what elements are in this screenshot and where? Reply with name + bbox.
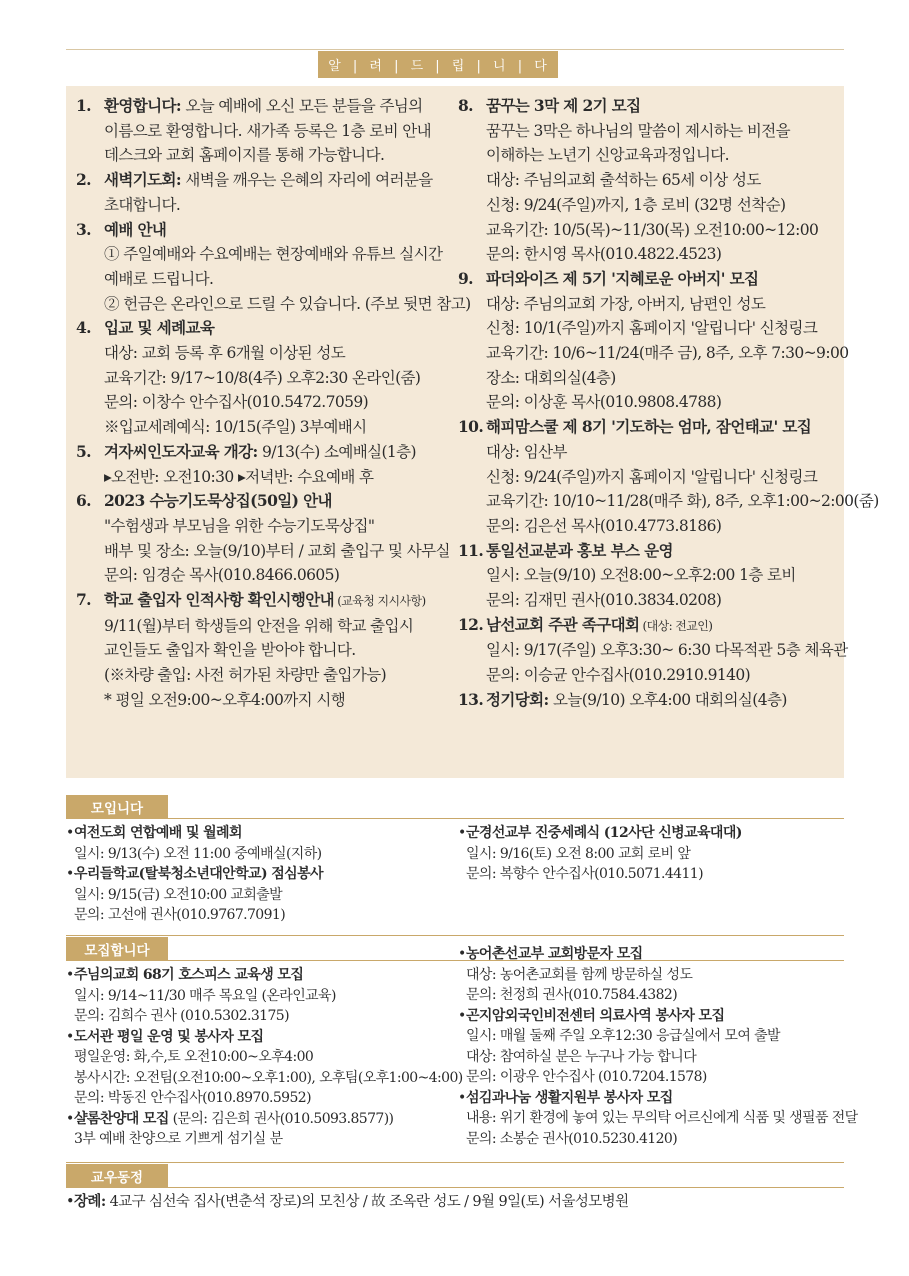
notice-item-header bbox=[76, 316, 456, 341]
notice-title: 입교 및 세례교육 bbox=[104, 318, 215, 338]
notice-line: 일시: 9/17(주일) 오후3:30~ 6:30 다목적관 5층 체육관 bbox=[486, 641, 848, 660]
notice-title: 꿈꾸는 3막 제 2기 모집 bbox=[486, 96, 641, 115]
notice-item bbox=[76, 218, 471, 317]
gyowoo-text: 4교구 심선숙 집사(변춘석 장로)의 모친상 / 故 조옥란 성도 / 9월 9일(토) 서울성모병원 bbox=[105, 1194, 629, 1210]
notice-item-header bbox=[458, 613, 842, 639]
notice-line: 교육기간: 10/5(목)~11/30(목) 오전10:00~12:00 bbox=[486, 220, 819, 239]
notice-title-line bbox=[486, 613, 712, 639]
notice-title: 해피맘스쿨 제 8기 '기도하는 엄마, 잠언태교' 모집 bbox=[486, 417, 812, 437]
notice-item bbox=[76, 94, 456, 168]
list-item-detail: 일시: 9/13(수) 오전 11:00 중예배실(지하) bbox=[74, 845, 322, 862]
notice-line: 일시: 오늘(9/10) 오전8:00~오후2:00 1층 로비 bbox=[486, 566, 796, 585]
notice-line: 문의: 임경순 목사(010.8466.0605) bbox=[104, 566, 340, 585]
notice-line: 교육기간: 10/10~11/28(매주 화), 8주, 오후1:00~2:00(줌) bbox=[486, 492, 879, 511]
notice-number: 7. bbox=[76, 590, 91, 610]
list-item-detail: 일시: 9/16(토) 오전 8:00 교회 로비 앞 bbox=[466, 845, 691, 862]
notice-item-header bbox=[76, 94, 456, 119]
bullet: • bbox=[458, 1089, 466, 1106]
notice-number: 6. bbox=[76, 491, 91, 511]
section-rule bbox=[168, 818, 844, 819]
notice-item bbox=[76, 168, 456, 217]
section-label-mojip: 모집합니다 bbox=[66, 937, 168, 961]
notice-line: * 평일 오전9:00~오후4:00까지 시행 bbox=[104, 690, 346, 709]
notice-line: ② 헌금은 온라인으로 드릴 수 있습니다. (주보 뒷면 참고) bbox=[104, 294, 471, 313]
notice-line: 배부 및 장소: 오늘(9/10)부터 / 교회 출입구 및 사무실 bbox=[104, 541, 450, 560]
notice-item-header bbox=[458, 688, 842, 713]
notice-title: 통일선교분과 홍보 부스 운영 bbox=[486, 540, 673, 560]
notice-item bbox=[76, 489, 456, 588]
gyowoo-heading: 장례: bbox=[74, 1193, 106, 1210]
notice-item-header bbox=[76, 588, 456, 614]
list-item-title: 곤지암외국인비전센터 의료사역 봉사자 모집 bbox=[466, 1007, 725, 1024]
notice-line: 문의: 김재민 권사(010.3834.0208) bbox=[486, 591, 722, 610]
notice-item bbox=[458, 539, 842, 613]
notice-number: 10. bbox=[458, 417, 484, 437]
notice-number: 5. bbox=[76, 441, 91, 461]
list-item-detail: 3부 예배 찬양으로 기쁘게 섬기실 분 bbox=[74, 1131, 283, 1147]
notice-title-line bbox=[104, 440, 416, 465]
notice-line: 대상: 교회 등록 후 6개월 이상된 성도 bbox=[104, 344, 346, 363]
list-item-heading bbox=[458, 944, 844, 965]
notice-title-line bbox=[486, 688, 787, 713]
section-label-gyowoo: 교우동정 bbox=[66, 1164, 168, 1188]
list-item-heading bbox=[66, 1109, 456, 1130]
list-item-title: 군경선교부 진중세례식 (12사단 신병교육대대) bbox=[466, 825, 742, 841]
notice-line: ※입교세례예식: 10/15(주일) 3부예배시 bbox=[104, 418, 367, 437]
notice-line: 문의: 김은선 목사(010.4773.8186) bbox=[486, 516, 722, 535]
list-item-title: 샬롬찬양대 모집 bbox=[74, 1110, 169, 1127]
list-item-title: 주님의교회 68기 호스피스 교육생 모집 bbox=[74, 967, 304, 983]
notice-title-line bbox=[104, 588, 426, 614]
notice-line: 대상: 임산부 bbox=[486, 442, 567, 461]
list-item-detail: 문의: 고선애 권사(010.9767.7091) bbox=[74, 907, 286, 923]
notice-title-line bbox=[486, 267, 758, 292]
notice-line: "수험생과 부모님을 위한 수능기도묵상집" bbox=[104, 516, 375, 535]
mojip-right-list bbox=[458, 944, 858, 1149]
notice-number: 1. bbox=[76, 96, 91, 115]
notice-item-header bbox=[458, 94, 842, 119]
notice-line: 데스크와 교회 홈페이지를 통해 가능합니다. bbox=[104, 146, 385, 165]
notice-item bbox=[458, 94, 842, 267]
notice-number: 13. bbox=[458, 689, 484, 709]
notice-line: 꿈꾸는 3막은 하나님의 말씀이 제시하는 비전을 bbox=[486, 121, 790, 140]
section-rule bbox=[168, 1187, 844, 1188]
notice-title-line bbox=[486, 94, 641, 119]
list-item-title: 농어촌선교부 교회방문자 모집 bbox=[466, 946, 643, 962]
section-rule bbox=[66, 935, 844, 936]
notice-line: 문의: 이창수 안수집사(010.5472.7059) bbox=[104, 393, 369, 412]
notice-column-right bbox=[458, 94, 879, 713]
bullet: • bbox=[66, 1028, 74, 1045]
notice-line: 초대합니다. bbox=[104, 195, 181, 214]
notice-title-line bbox=[486, 539, 673, 564]
notice-number: 3. bbox=[76, 219, 91, 239]
list-item-detail: 문의: 박동진 안수집사(010.8970.5952) bbox=[74, 1090, 311, 1106]
notice-line: 신청: 10/1(주일)까지 홈페이지 '알립니다' 신청링크 bbox=[486, 319, 818, 338]
list-item-detail: 대상: 참여하실 분은 누구나 가능 합니다 bbox=[466, 1048, 697, 1065]
notice-line: 교육기간: 9/17~10/8(4주) 오후2:30 온라인(줌) bbox=[104, 368, 421, 387]
list-item-detail: 문의: 김희수 권사 (010.5302.3175) bbox=[74, 1008, 289, 1024]
notice-title-line bbox=[104, 218, 166, 243]
notice-text: 새벽을 깨우는 은혜의 자리에 여러분을 bbox=[181, 171, 433, 190]
notice-line: 교인들도 출입자 확인을 받아야 합니다. bbox=[104, 641, 356, 660]
notice-title: 환영합니다: bbox=[104, 96, 181, 115]
list-item-detail: 내용: 위기 환경에 놓여 있는 무의탁 어르신에게 식품 및 생필품 전달 bbox=[466, 1110, 858, 1126]
list-item-detail: 문의: 천정희 권사(010.7584.4382) bbox=[466, 987, 678, 1003]
notice-line: 이름으로 환영합니다. 새가족 등록은 1층 로비 안내 bbox=[104, 121, 432, 140]
notice-item-header bbox=[76, 168, 456, 193]
notice-line: ① 주일예배와 수요예배는 현장예배와 유튜브 실시간 bbox=[104, 245, 443, 264]
notice-title-line bbox=[104, 168, 433, 193]
notice-number: 8. bbox=[458, 96, 473, 115]
list-item-detail: 일시: 9/15(금) 오전10:00 교회출발 bbox=[74, 886, 283, 903]
notice-number: 9. bbox=[458, 268, 473, 288]
list-item-note: (문의: 김은희 권사(010.5093.8577)) bbox=[168, 1110, 394, 1127]
list-item-detail: 평일운영: 화,수,토 오전10:00~오후4:00 bbox=[74, 1049, 314, 1065]
notice-item bbox=[458, 613, 848, 688]
notice-line: 교육기간: 10/6~11/24(매주 금), 8주, 오후 7:30~9:00 bbox=[486, 344, 849, 363]
list-item-title: 섬김과나눔 생활지원부 봉사자 모집 bbox=[466, 1089, 673, 1106]
list-item-heading bbox=[458, 1006, 844, 1027]
section-rule bbox=[66, 1162, 844, 1163]
list-item-detail: 봉사시간: 오전팀(오전10:00~오후1:00), 오후팀(오후1:00~4:00) bbox=[74, 1069, 463, 1086]
notice-number: 11. bbox=[458, 540, 484, 560]
notice-text: 오늘 예배에 오신 모든 분들을 주님의 bbox=[181, 97, 423, 115]
section-label-moim: 모입니다 bbox=[66, 795, 168, 819]
notice-number: 2. bbox=[76, 170, 91, 190]
list-item-heading bbox=[66, 965, 456, 986]
list-item-heading bbox=[66, 823, 446, 844]
list-item-title: 여전도회 연합예배 및 월례회 bbox=[74, 825, 242, 841]
notice-text: 9/13(수) 소예배실(1층) bbox=[257, 442, 417, 461]
notice-title-line bbox=[486, 415, 811, 440]
list-item-detail: 문의: 소봉순 권사(010.5230.4120) bbox=[466, 1130, 678, 1147]
mojip-left-list bbox=[66, 965, 463, 1150]
list-item-heading bbox=[458, 1088, 844, 1109]
notice-line: 문의: 이승균 안수집사(010.2910.9140) bbox=[486, 666, 751, 685]
notice-title: 학교 출입자 인적사항 확인시행안내 bbox=[104, 590, 334, 610]
notice-line: 9/11(월)부터 학생들의 안전을 위해 학교 출입시 bbox=[104, 616, 414, 635]
notice-line: (※차량 출입: 사전 허가된 차량만 출입가능) bbox=[104, 666, 387, 685]
notice-title: 파더와이즈 제 5기 '지혜로운 아버지' 모집 bbox=[486, 268, 759, 288]
bullet: • bbox=[66, 1110, 74, 1127]
notice-title: 새벽기도회: bbox=[104, 170, 181, 190]
notice-item bbox=[458, 415, 879, 539]
notice-item-header bbox=[458, 539, 842, 564]
notice-title-line bbox=[104, 489, 332, 514]
notice-item bbox=[76, 316, 456, 440]
notice-line: 신청: 9/24(주일)까지, 1층 로비 (32명 선착순) bbox=[486, 195, 786, 214]
notice-title: 알 | 려 | 드 | 립 | 니 | 다 bbox=[318, 51, 558, 78]
notice-title: 겨자씨인도자교육 개강: bbox=[104, 441, 258, 461]
list-item-detail: 문의: 복향수 안수집사(010.5071.4411) bbox=[466, 866, 703, 882]
moim-left-list bbox=[66, 823, 446, 926]
notice-line: 예배로 드립니다. bbox=[104, 269, 214, 288]
notice-line: 이해하는 노년기 신앙교육과정입니다. bbox=[486, 146, 729, 165]
list-item-detail: 대상: 농어촌교회를 함께 방문하실 성도 bbox=[466, 966, 693, 983]
bullet: • bbox=[66, 967, 74, 983]
notice-title-line bbox=[104, 94, 423, 119]
gyowoo-item bbox=[66, 1192, 844, 1213]
notice-note: (교육청 지시사항) bbox=[334, 594, 426, 609]
notice-item bbox=[76, 440, 456, 489]
bullet: • bbox=[66, 866, 74, 882]
notice-line: ▸오전반: 오전10:30 ▸저녁반: 수요예배 후 bbox=[104, 467, 374, 486]
notice-title: 정기당회: bbox=[486, 689, 549, 709]
notice-item bbox=[76, 588, 456, 713]
notice-number: 4. bbox=[76, 318, 91, 338]
notice-line: 문의: 이상훈 목사(010.9808.4788) bbox=[486, 393, 722, 412]
notice-title: 예배 안내 bbox=[104, 219, 167, 239]
notice-line: 대상: 주님의교회 출석하는 65세 이상 성도 bbox=[486, 171, 761, 190]
notice-item bbox=[458, 688, 842, 713]
notice-item-header bbox=[76, 218, 456, 243]
list-item-heading bbox=[66, 864, 446, 885]
top-rule bbox=[66, 49, 844, 50]
notice-item-header bbox=[458, 415, 842, 440]
bullet: • bbox=[66, 1194, 74, 1210]
list-item-title: 우리들학교(탈북청소년대안학교) 점심봉사 bbox=[74, 866, 323, 882]
notice-item-header bbox=[76, 440, 456, 465]
notice-item-header bbox=[76, 489, 456, 514]
notice-text: 오늘(9/10) 오후4:00 대회의실(4층) bbox=[548, 690, 787, 709]
bullet: • bbox=[458, 946, 466, 962]
notice-title-line bbox=[104, 316, 214, 341]
list-item-heading bbox=[458, 823, 844, 844]
notice-line: 신청: 9/24(주일)까지 홈페이지 '알립니다' 신청링크 bbox=[486, 467, 818, 486]
notice-line: 장소: 대회의실(4층) bbox=[486, 368, 616, 387]
list-item-detail: 일시: 9/14~11/30 매주 목요일 (온라인교육) bbox=[74, 987, 336, 1004]
bullet: • bbox=[458, 1007, 466, 1024]
list-item-detail: 문의: 이광우 안수집사 (010.7204.1578) bbox=[466, 1069, 707, 1085]
notice-note: (대상: 전교인) bbox=[639, 618, 713, 633]
list-item-detail: 일시: 매월 둘째 주일 오후12:30 응급실에서 모여 출발 bbox=[466, 1028, 780, 1044]
notice-line: 대상: 주님의교회 가장, 아버지, 남편인 성도 bbox=[486, 294, 766, 313]
notice-panel bbox=[66, 86, 879, 778]
notice-item-header bbox=[458, 267, 842, 292]
bullet: • bbox=[458, 825, 466, 841]
list-item-title: 도서관 평일 운영 및 봉사자 모집 bbox=[74, 1028, 264, 1045]
notice-title: 2023 수능기도묵상집(50일) 안내 bbox=[104, 491, 332, 511]
notice-item bbox=[458, 267, 849, 415]
notice-line: 문의: 한시영 목사(010.4822.4523) bbox=[486, 245, 722, 264]
notice-title: 남선교회 주관 족구대회 bbox=[486, 614, 640, 634]
notice-number: 12. bbox=[458, 614, 484, 634]
list-item-heading bbox=[66, 1027, 456, 1048]
moim-right-list bbox=[458, 823, 844, 885]
bullet: • bbox=[66, 825, 74, 841]
